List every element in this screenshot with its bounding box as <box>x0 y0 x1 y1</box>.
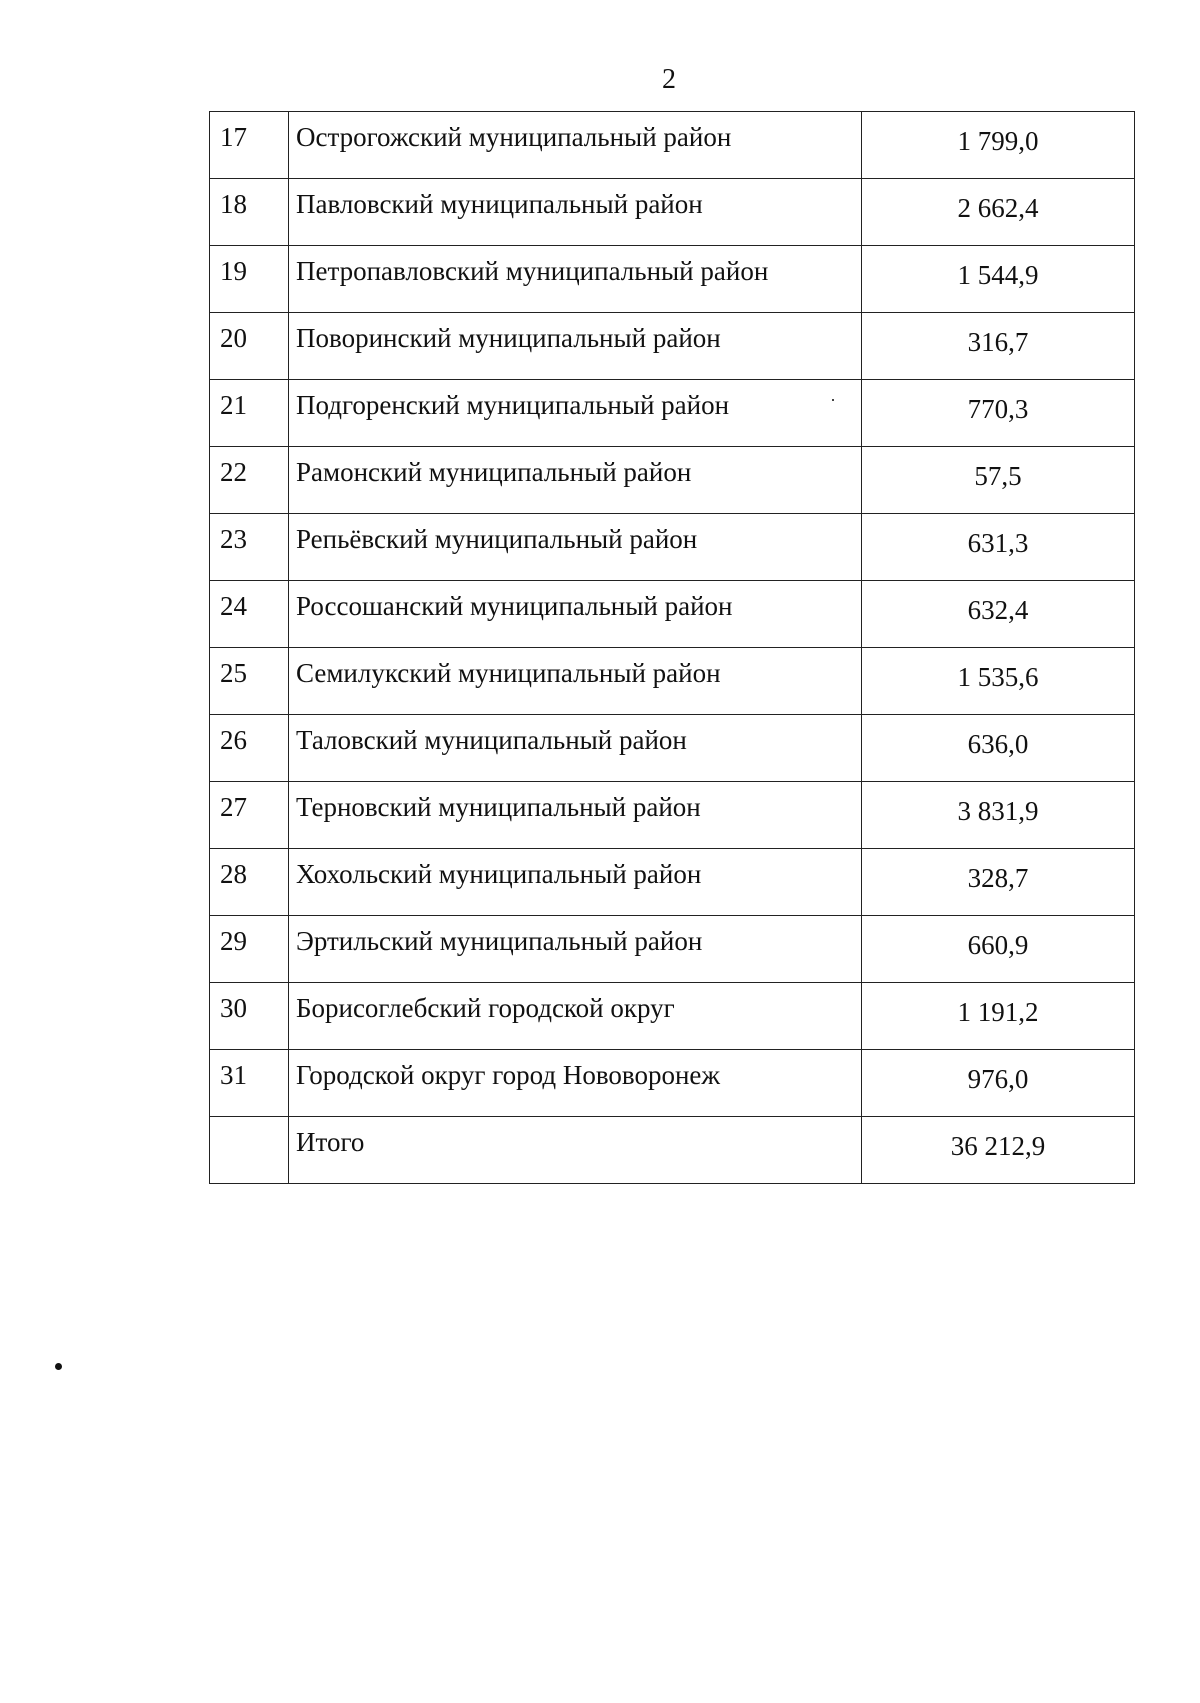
table-row <box>210 246 1135 313</box>
table-row <box>210 179 1135 246</box>
row-district-name: Петропавловский муниципальный район <box>289 246 862 313</box>
row-district-name: Терновский муниципальный район <box>289 782 862 849</box>
total-amount: 36 212,9 <box>862 1117 1135 1184</box>
scan-speck <box>832 399 834 401</box>
table-row <box>210 581 1135 648</box>
row-amount: 631,3 <box>862 514 1135 581</box>
row-number: 24 <box>210 581 289 648</box>
table-row <box>210 983 1135 1050</box>
table-row <box>210 849 1135 916</box>
row-amount: 636,0 <box>862 715 1135 782</box>
row-district-name: Борисоглебский городской округ <box>289 983 862 1050</box>
row-amount: 660,9 <box>862 916 1135 983</box>
row-amount: 2 662,4 <box>862 179 1135 246</box>
margin-dot <box>55 1363 62 1370</box>
row-amount: 1 544,9 <box>862 246 1135 313</box>
row-amount: 3 831,9 <box>862 782 1135 849</box>
row-district-name: Павловский муниципальный район <box>289 179 862 246</box>
row-amount: 1 535,6 <box>862 648 1135 715</box>
row-district-name: Поворинский муниципальный район <box>289 313 862 380</box>
row-amount: 316,7 <box>862 313 1135 380</box>
table-row <box>210 112 1135 179</box>
page-number-text: 2 <box>662 64 676 95</box>
row-number: 27 <box>210 782 289 849</box>
row-amount: 632,4 <box>862 581 1135 648</box>
row-number: 30 <box>210 983 289 1050</box>
total-number <box>210 1117 289 1184</box>
row-district-name: Репьёвский муниципальный район <box>289 514 862 581</box>
row-district-name: Острогожский муниципальный район <box>289 112 862 179</box>
row-district-name: Таловский муниципальный район <box>289 715 862 782</box>
row-number: 26 <box>210 715 289 782</box>
table-row <box>210 514 1135 581</box>
row-amount: 57,5 <box>862 447 1135 514</box>
page-number <box>0 64 1200 96</box>
table-row <box>210 715 1135 782</box>
row-district-name: Семилукский муниципальный район <box>289 648 862 715</box>
table-row <box>210 313 1135 380</box>
row-amount: 328,7 <box>862 849 1135 916</box>
table-row <box>210 648 1135 715</box>
row-district-name: Эртильский муниципальный район <box>289 916 862 983</box>
row-number: 18 <box>210 179 289 246</box>
row-number: 28 <box>210 849 289 916</box>
allocation-table <box>209 111 1135 1184</box>
row-district-name: Подгоренский муниципальный район <box>289 380 862 447</box>
row-amount: 770,3 <box>862 380 1135 447</box>
row-district-name: Хохольский муниципальный район <box>289 849 862 916</box>
row-number: 25 <box>210 648 289 715</box>
row-number: 17 <box>210 112 289 179</box>
total-label: Итого <box>289 1117 862 1184</box>
row-amount: 1 191,2 <box>862 983 1135 1050</box>
total-row <box>210 1117 1135 1184</box>
row-amount: 1 799,0 <box>862 112 1135 179</box>
table-row <box>210 782 1135 849</box>
row-number: 23 <box>210 514 289 581</box>
row-number: 22 <box>210 447 289 514</box>
row-number: 19 <box>210 246 289 313</box>
row-number: 29 <box>210 916 289 983</box>
table-row <box>210 916 1135 983</box>
row-district-name: Городской округ город Нововоронеж <box>289 1050 862 1117</box>
row-amount: 976,0 <box>862 1050 1135 1117</box>
row-number: 20 <box>210 313 289 380</box>
row-number: 21 <box>210 380 289 447</box>
table-row <box>210 447 1135 514</box>
row-district-name: Рамонский муниципальный район <box>289 447 862 514</box>
allocation-table-body <box>210 112 1135 1184</box>
row-district-name: Россошанский муниципальный район <box>289 581 862 648</box>
table-row <box>210 380 1135 447</box>
row-number: 31 <box>210 1050 289 1117</box>
table-row <box>210 1050 1135 1117</box>
